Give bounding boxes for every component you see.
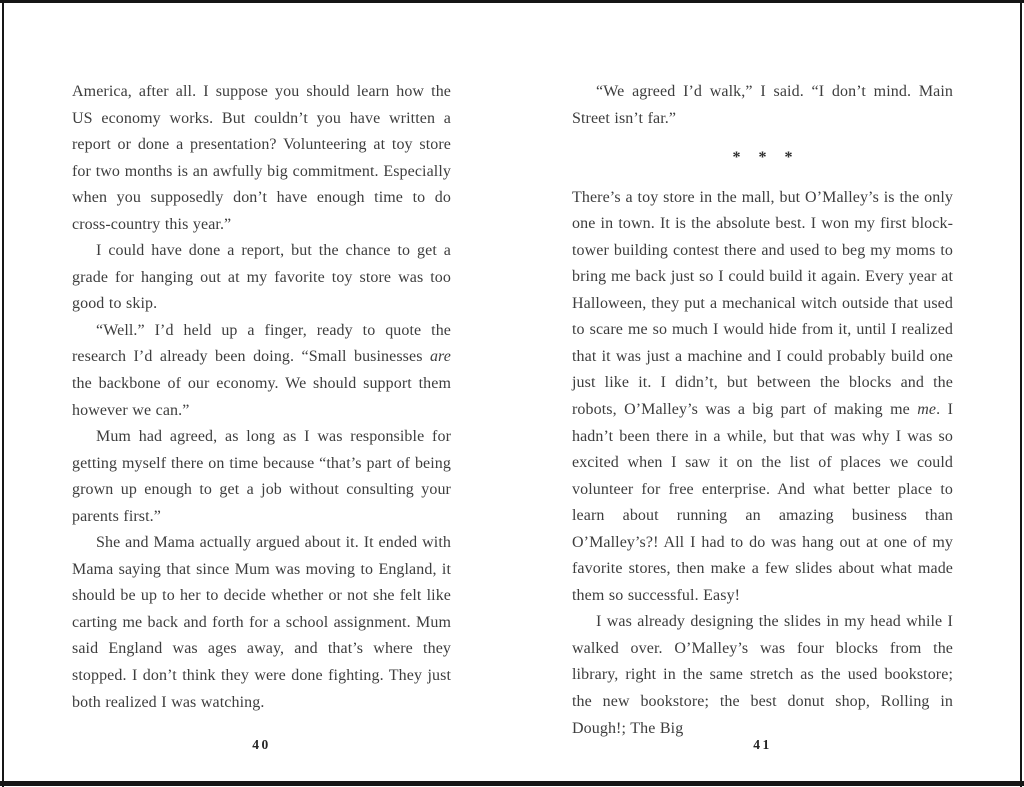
- paragraph: [572, 185, 953, 610]
- book-page-right: [572, 79, 953, 742]
- paragraph: [72, 424, 451, 530]
- section-break-asterisks: * * *: [732, 149, 800, 167]
- emphasized-text: are: [429, 348, 451, 366]
- scan-edge-top: [0, 0, 1024, 3]
- body-text: I could have done a report, but the chance to get a grade for hanging out at my favorite toy store was too good to skip.: [72, 242, 451, 313]
- paragraph: [72, 79, 451, 238]
- body-text: . I hadn’t been there in a while, but that was why I was so excited when I saw it on the list of places we could volunteer for free enterprise. And what better place to learn about running an amazing business than O’Malley’s?! All I had to do was hang out at one of my favorite stores, then make a few slides about what made them so successful. Easy!: [572, 401, 953, 604]
- paragraph: [72, 238, 451, 318]
- body-text: I was already designing the slides in my head while I walked over. O’Malley’s was four blocks from the library, right in the same stretch as the used bookstore; the new bookstore; the best donut shop, Rolling in Dough!; The Big: [572, 613, 953, 737]
- page-number-left: 40: [252, 737, 271, 752]
- body-text: Mum had agreed, as long as I was responsible for getting myself there on time because “that’s part of being grown up enough to get a job without consulting your parents first.”: [72, 428, 451, 525]
- paragraph: [72, 530, 451, 716]
- body-text: There’s a toy store in the mall, but O’Malley’s is the only one in town. It is the absolute best. I won my first block-tower building contest there and used to beg my moms to bring me back just so I could build it again. Every year at Halloween, they put a mechanical witch outside that used to scare me so much I would hide from it, until I realized that it was just a machine and I could probably build one just like it. I didn’t, but between the blocks and the robots, O’Malley’s was a big part of making me: [572, 188, 953, 419]
- body-text: the backbone of our economy. We should support them however we can.”: [72, 375, 451, 419]
- paragraph: [572, 79, 953, 132]
- body-text: She and Mama actually argued about it. It ended with Mama saying that since Mum was moving to England, it should be up to her to decide whether or not she felt like carting me back and forth for a school assignment. Mum said England was ages away, and that’s where they stopped. I don’t think they were done fighting. They just both realized I was watching.: [72, 534, 451, 711]
- paragraph: [72, 318, 451, 424]
- paragraph: [572, 609, 953, 742]
- scan-edge-right: [1020, 0, 1022, 787]
- scan-edge-bottom: [0, 781, 1024, 786]
- page-number-right: 41: [753, 737, 772, 752]
- body-text: America, after all. I suppose you should learn how the US economy works. But couldn’t you have written a report or done a presentation? Volunteering at toy store for two months is an awfully big commitment. Especially when you supposedly don’t have enough time to do cross-country this year.”: [72, 83, 451, 233]
- body-text: “Well.” I’d held up a finger, ready to quote the research I’d already been doing. “Small businesses: [72, 321, 451, 366]
- scan-edge-left: [2, 0, 4, 787]
- body-text: “We agreed I’d walk,” I said. “I don’t mind. Main Street isn’t far.”: [572, 83, 953, 127]
- emphasized-text: me: [917, 401, 937, 419]
- book-page-left: [72, 79, 451, 716]
